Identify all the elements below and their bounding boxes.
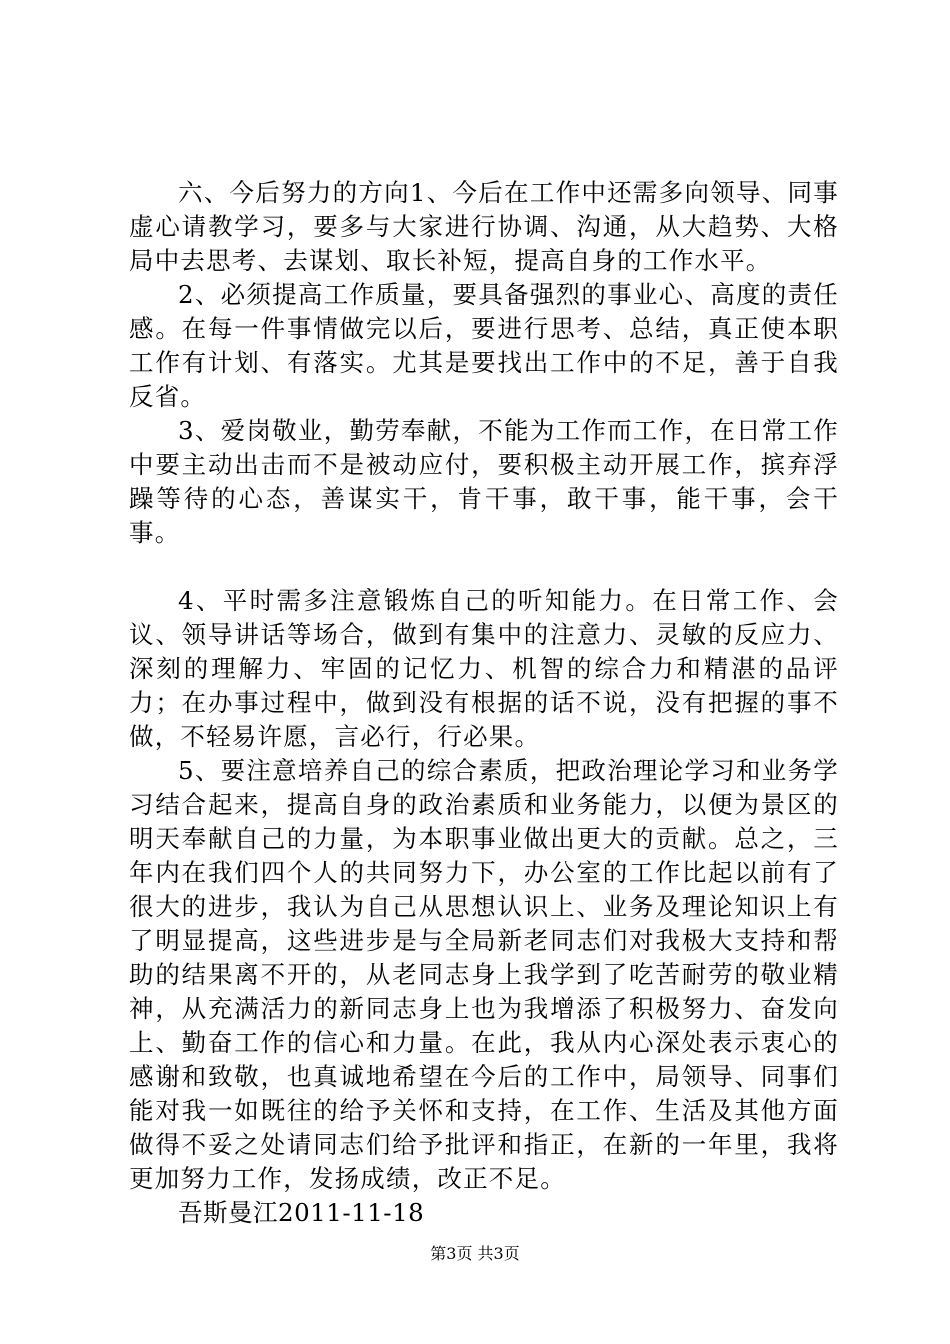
paragraph-dedication: 3、爱岗敬业，勤劳奉献，不能为工作而工作，在日常工作中要主动出击而不是被动应付，要积极主动开展工作，摈弃浮躁等待的心态，善谋实干，肯干事，敢干事，能干事，会干事。 [129,416,839,547]
signature-line: 吾斯曼江2011-11-18 [178,1198,425,1227]
paragraph-overall-quality: 5、要注意培养自己的综合素质，把政治理论学习和业务学习结合起来，提高自身的政治素质和业务能力，以便为景区的明天奉献自己的力量，为本职事业做出更大的贡献。总之，三年内在我们四个人的共同努力下，办公室的工作比起以前有了很大的进步，我认为自己从思想认识上、业务及理论知识上有了明显提高，这些进步是与全局新老同志们对我极大支持和帮助的结果离不开的，从老同志身上我学到了吃苦耐劳的敬业精神，从充满活力的新同志身上也为我增添了积极努力、奋发向上、勤奋工作的信心和力量。在此，我从内心深处表示衷心的感谢和致敬，也真诚地希望在今后的工作中，局领导、同事们能对我一如既往的给予关怀和支持，在工作、生活及其他方面做得不妥之处请同志们给予批评和指正，在新的一年里，我将更加努力工作，发扬成绩，改正不足。 [129,756,839,1193]
document-body [129,176,839,1230]
page-footer: 第3页 共3页 [430,1244,520,1263]
paragraph-listening-ability: 4、平时需多注意锻炼自己的听知能力。在日常工作、会议、领导讲话等场合，做到有集中的注意力、灵敏的反应力、深刻的理解力、牢固的记忆力、机智的综合力和精湛的品评力；在办事过程中，做到没有根据的话不说，没有把握的事不做，不轻易许愿，言必行，行必果。 [129,586,839,751]
paragraph-work-quality: 2、必须提高工作质量，要具备强烈的事业心、高度的责任感。在每一件事情做完以后，要进行思考、总结，真正使本职工作有计划、有落实。尤其是要找出工作中的不足，善于自我反省。 [129,280,839,411]
paragraph-future-direction: 六、今后努力的方向1、今后在工作中还需多向领导、同事虚心请教学习，要多与大家进行协调、沟通，从大趋势、大格局中去思考、去谋划、取长补短，提高自身的工作水平。 [129,178,839,275]
